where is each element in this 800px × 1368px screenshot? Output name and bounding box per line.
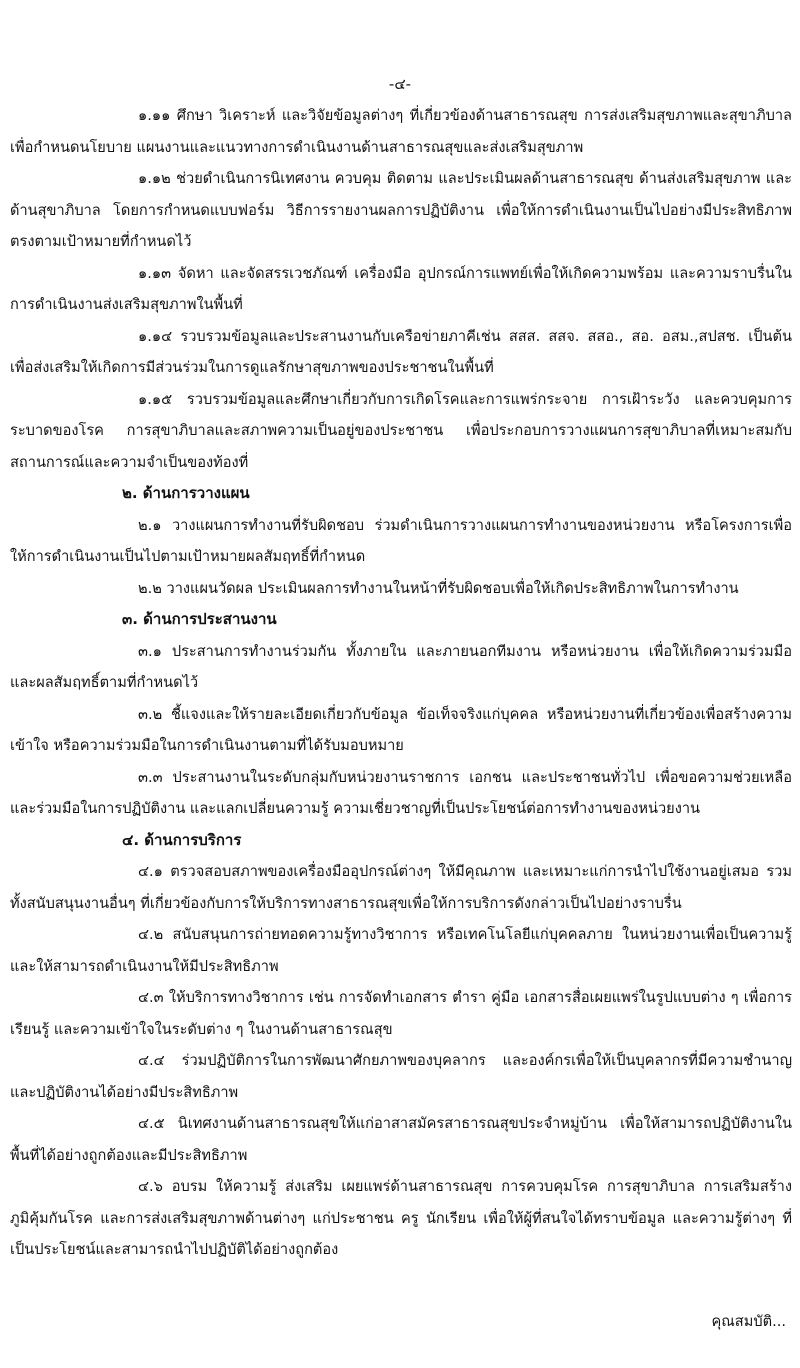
paragraph: ๑.๑๕ รวบรวมข้อมูลและศึกษาเกี่ยวกับการเกิดโรคและการแพร่กระจาย การเฝ้าระวัง และควบคุมการระบาดของโรค การสุขาภิบาลและสภาพความเป็นอยู่ของประชาชน เพื่อประกอบการวางแผนการสุขาภิบาลที่เหมาะสมกับสถานการณ์และความจำเป็นของท้องที่	[10, 390, 792, 471]
paragraph: ๔.๔ ร่วมปฏิบัติการในการพัฒนาศักยภาพของบุคลากร และองค์กรเพื่อให้เป็นบุคลากรที่มีความชำนาญ และปฏิบัติงานได้อย่างมีประสิทธิภาพ	[10, 1052, 792, 1101]
paragraph: ๑.๑๓ จัดหา และจัดสรรเวชภัณฑ์ เครื่องมือ อุปกรณ์การแพทย์เพื่อให้เกิดความพร้อม และความราบรื่นในการดำเนินงานส่งเสริมสุขภาพในพื้นที่	[10, 264, 792, 313]
paragraph: ๑.๑๔ รวบรวมข้อมูลและประสานงานกับเครือข่ายภาคีเช่น สสส. สสจ. สสอ., สอ. อสม.,สปสช. เป็นต้น เพื่อส่งเสริมให้เกิดการมีส่วนร่วมในการดูแลรักษาสุขภาพของประชาชนในพื้นที่	[10, 327, 792, 376]
paragraph: ๑.๑๒ ช่วยดำเนินการนิเทศงาน ควบคุม ติดตาม และประเมินผลด้านสาธารณสุข ด้านส่งเสริมสุขภาพ และด้านสุขาภิบาล โดยการกำหนดแบบฟอร์ม วิธีการรายงานผลการปฏิบัติงาน เพื่อให้การดำเนินงานเป็นไปอย่างมีประสิทธิภาพตรงตามเป้าหมายที่กำหนดไว้	[10, 170, 792, 250]
paragraph: ๔.๓ ให้บริการทางวิชาการ เช่น การจัดทำเอกสาร ตำรา คู่มือ เอกสารสื่อเผยแพร่ในรูปแบบต่าง ๆ เพื่อการเรียนรู้ และความเข้าใจในระดับต่าง ๆ ในงานด้านสาธารณสุข	[10, 989, 792, 1038]
page-number: -๔-	[388, 75, 412, 93]
paragraph: ๓.๑ ประสานการทำงานร่วมกัน ทั้งภายใน และภายนอกทีมงาน หรือหน่วยงาน เพื่อให้เกิดความร่วมมือ และผลสัมฤทธิ์ตามที่กำหนดไว้	[10, 642, 792, 691]
paragraph: ๒.๑ วางแผนการทำงานที่รับผิดชอบ ร่วมดำเนินการวางแผนการทำงานของหน่วยงาน หรือโครงการเพื่อให้การดำเนินงานเป็นไปตามเป้าหมายผลสัมฤทธิ์ที่กำหนด	[10, 516, 792, 565]
section-heading: ๒. ด้านการวางแผน	[122, 484, 250, 502]
paragraph: ๔.๕ นิเทศงานด้านสาธารณสุขให้แก่อาสาสมัครสาธารณสุขประจำหมู่บ้าน เพื่อให้สามารถปฏิบัติงานในพื้นที่ได้อย่างถูกต้องและมีประสิทธิภาพ	[10, 1115, 792, 1164]
paragraph: ๒.๒ วางแผนวัดผล ประเมินผลการทำงานในหน้าที่รับผิดชอบเพื่อให้เกิดประสิทธิภาพในการทำงาน	[138, 579, 739, 597]
section-heading: ๔. ด้านการบริการ	[122, 830, 242, 849]
paragraph: ๑.๑๑ ศึกษา วิเคราะห์ และวิจัยข้อมูลต่างๆ ที่เกี่ยวข้องด้านสาธารณสุข การส่งเสริมสุขภาพและสุขาภิบาลเพื่อกำหนดนโยบาย แผนงานและแนวทางการดำเนินงานด้านสาธารณสุขและส่งเสริมสุขภาพ	[10, 107, 792, 156]
paragraph: ๔.๖ อบรม ให้ความรู้ ส่งเสริม เผยแพร่ด้านสาธารณสุข การควบคุมโรค การสุขาภิบาล การเสริมสร้างภูมิคุ้มกันโรค และการส่งเสริมสุขภาพด้านต่างๆ แก่ประชาชน ครู นักเรียน เพื่อให้ผู้ที่สนใจได้ทราบข้อมูล และความรู้ต่างๆ ที่เป็นประโยชน์และสามารถนำไปปฏิบัติได้อย่างถูกต้อง	[10, 1178, 792, 1258]
paragraph: ๔.๒ สนับสนุนการถ่ายทอดความรู้ทางวิชาการ หรือเทคโนโลยีแก่บุคคลภาย ในหน่วยงานเพื่อเป็นความรู้ และให้สามารถดำเนินงานให้มีประสิทธิภาพ	[10, 926, 792, 975]
continuation-footer: คุณสมบัติ...	[711, 1313, 786, 1330]
paragraph: ๔.๑ ตรวจสอบสภาพของเครื่องมืออุปกรณ์ต่างๆ ให้มีคุณภาพ และเหมาะแก่การนำไปใช้งานอยู่เสมอ รวมทั้งสนับสนุนงานอื่นๆ ที่เกี่ยวข้องกับการให้บริการทางสาธารณสุขเพื่อให้การบริการดังกล่าวเป็นไปอย่างราบรื่น	[10, 863, 792, 912]
paragraph: ๓.๒ ชี้แจงและให้รายละเอียดเกี่ยวกับข้อมูล ข้อเท็จจริงแก่บุคคล หรือหน่วยงานที่เกี่ยวข้องเพื่อสร้างความเข้าใจ หรือความร่วมมือในการดำเนินงานตามที่ได้รับมอบหมาย	[10, 705, 792, 754]
document-body	[10, 100, 792, 1266]
section-heading: ๓. ด้านการประสานงาน	[122, 610, 277, 628]
paragraph: ๓.๓ ประสานงานในระดับกลุ่มกับหน่วยงานราชการ เอกชน และประชาชนทั่วไป เพื่อขอความช่วยเหลือและร่วมมือในการปฏิบัติงาน และแลกเปลี่ยนความรู้ ความเชี่ยวชาญที่เป็นประโยชน์ต่อการทำงานของหน่วยงาน	[10, 768, 792, 817]
